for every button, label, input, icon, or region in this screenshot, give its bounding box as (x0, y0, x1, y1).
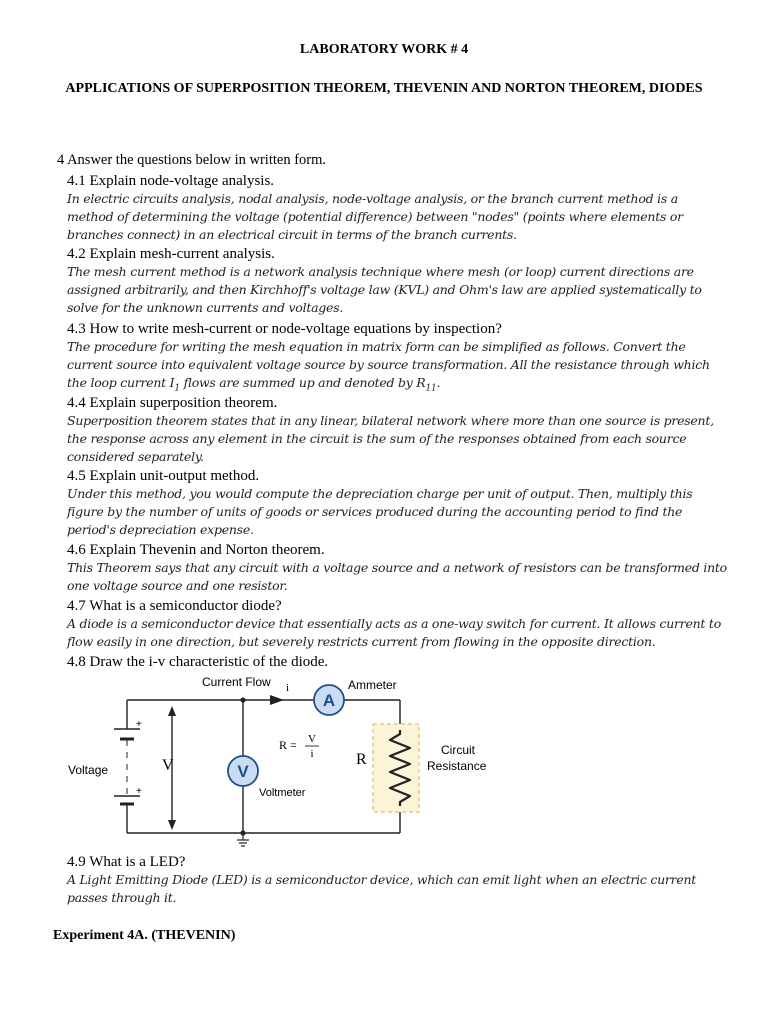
question: 4.3 How to write mesh-current or node-voltage equations by inspection? (67, 321, 502, 337)
answer: The mesh current method is a network analysis technique where mesh (or loop) current directions are assigned arbitrarily, and then Kirchhoff's voltage law (KVL) and Ohm's law are applied systematically to solve for the unknown currents and voltages. (67, 264, 702, 315)
resistor-symbol: R (356, 751, 367, 768)
ammeter-symbol: A (322, 691, 336, 710)
voltage-symbol: V (162, 757, 174, 774)
qa-item-4-7 (67, 597, 727, 651)
qa-item-4-6 (67, 541, 727, 595)
question: 4.4 Explain superposition theorem. (67, 395, 278, 411)
qa-item-4-3 (67, 320, 727, 398)
current-symbol: i (286, 682, 290, 694)
formula-numerator: V (308, 733, 316, 745)
question: 4.9 What is a LED? (67, 854, 186, 870)
page-subtitle: APPLICATIONS OF SUPERPOSITION THEOREM, THEVENIN AND NORTON THEOREM, DIODES (65, 81, 703, 96)
junction-dot (240, 830, 245, 835)
ohms-law-circuit-diagram (60, 672, 510, 852)
formula-lhs: R = (279, 738, 297, 752)
qa-item-4-8 (67, 653, 727, 671)
voltmeter-label: Voltmeter (259, 787, 306, 799)
qa-item-4-2 (67, 245, 727, 317)
qa-item-4-4 (67, 394, 727, 466)
answer: The procedure for writing the mesh equation in matrix form can be simplified as follows. Convert the current source into equivalent voltage source by source transformation. All the resistance through which the loop current $I_1$ flows are summed up and denoted by $R_{11}$. (67, 339, 710, 394)
answer: Under this method, you would compute the depreciation charge per unit of output. Then, multiply this figure by the number of units of goods or services produced during the accounting period to find the period's depreciation expense. (67, 486, 693, 537)
question: 4.5 Explain unit-output method. (67, 468, 260, 484)
answer: A Light Emitting Diode (LED) is a semiconductor device, which can emit light when an electric current passes through it. (67, 872, 697, 905)
resistance-label: Resistance (427, 759, 487, 773)
ammeter-label: Ammeter (348, 678, 397, 692)
battery-plus-sign: + (136, 786, 142, 797)
question: 4.8 Draw the i-v characteristic of the diode. (67, 654, 329, 670)
intro-text: 4 Answer the questions below in written form. (57, 152, 327, 168)
question: 4.6 Explain Thevenin and Norton theorem. (67, 542, 325, 558)
formula-denominator: i (310, 748, 314, 760)
voltmeter-symbol: V (237, 762, 249, 781)
voltage-label: Voltage (68, 763, 109, 777)
qa-item-4-5 (67, 467, 727, 539)
experiment-heading: Experiment 4A. (THEVENIN) (53, 928, 236, 943)
qa-item-4-9 (67, 853, 727, 907)
question: 4.7 What is a semiconductor diode? (67, 598, 282, 614)
current-flow-arrow (270, 695, 284, 705)
current-flow-label: Current Flow (202, 675, 271, 689)
answer: A diode is a semiconductor device that essentially acts as a one-way switch for current. It allows current to flow easily in one direction, but severely restricts current from flowing in the opposite direction. (67, 616, 721, 649)
answer: In electric circuits analysis, nodal analysis, node-voltage analysis, or the branch current method is a method of determining the voltage (potential difference) between "nodes" (points where elements or branches connect) in an electrical circuit in terms of the branch currents. (67, 191, 683, 242)
voltage-arrow-head-up (168, 706, 176, 716)
page-title: LABORATORY WORK # 4 (299, 42, 469, 57)
junction-dot (240, 697, 245, 702)
circuit-label: Circuit (441, 743, 476, 757)
qa-item-4-1 (67, 172, 727, 244)
question: 4.1 Explain node-voltage analysis. (67, 173, 275, 189)
answer: Superposition theorem states that in any linear, bilateral network where more than one source is present, the response across any element in the circuit is the sum of the responses obtained from each source considered separately. (67, 413, 714, 464)
voltage-arrow-head-down (168, 820, 176, 830)
battery-plus-sign: + (136, 719, 142, 730)
question: 4.2 Explain mesh-current analysis. (67, 246, 275, 262)
answer: This Theorem says that any circuit with a voltage source and a network of resistors can be transformed into one voltage source and one resistor. (67, 560, 727, 593)
